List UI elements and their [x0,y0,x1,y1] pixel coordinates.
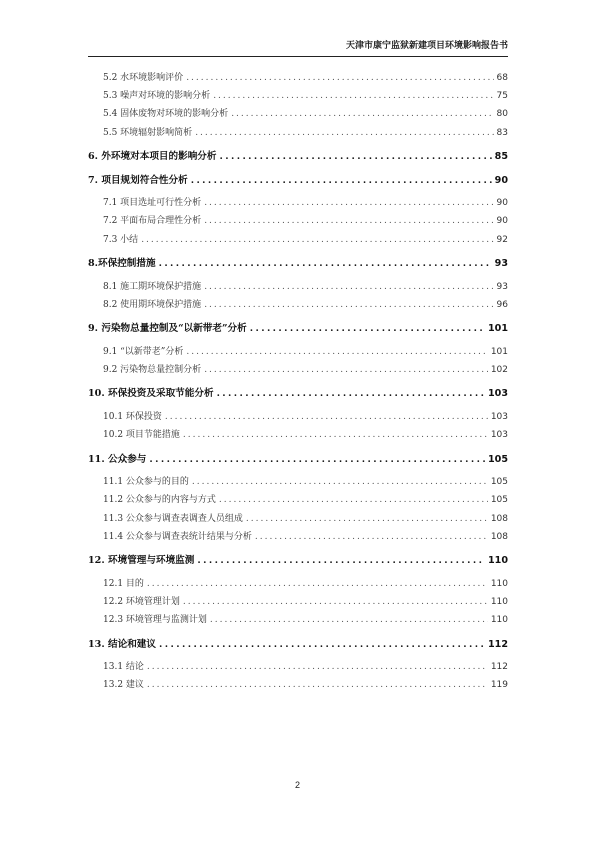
toc-dot-leader [217,388,485,399]
toc-dot-leader [183,597,488,607]
toc-entry-title: 11.4 公众参与调查表统计结果与分析 [103,531,252,542]
toc-entry-title: 12.3 环境管理与监测计划 [103,615,207,626]
toc-page-number: 101 [487,323,508,335]
toc-entry-title: 13. 结论和建议 [88,638,156,650]
toc-section-entry[interactable] [103,529,508,542]
toc-chapter-entry[interactable] [88,172,508,186]
toc-dot-leader [204,300,493,310]
toc-section-entry[interactable] [103,612,508,625]
toc-page-number: 112 [490,662,508,673]
toc-dot-leader [219,151,491,162]
toc-dot-leader [159,639,485,650]
toc-dot-leader [219,495,488,505]
toc-dot-leader [204,198,493,208]
toc-chapter-entry[interactable] [88,552,508,566]
toc-entry-title: 6. 外环境对本项目的影响分析 [88,151,217,163]
toc-page-number: 108 [490,513,508,524]
toc-section-entry[interactable] [103,677,508,690]
toc-page-number: 108 [490,531,508,542]
toc-dot-leader [255,532,488,542]
toc-dot-leader [192,477,488,487]
toc-chapter-entry[interactable] [88,385,508,399]
toc-entry-title: 7.2 平面布局合理性分析 [103,216,202,227]
toc-section-entry[interactable] [103,576,508,589]
toc-dot-leader [141,235,493,245]
toc-dot-leader [165,412,488,422]
toc-dot-leader [204,282,493,292]
toc-entry-title: 5.5 环境辐射影响简析 [103,127,193,138]
toc-page-number: 80 [496,109,508,120]
toc-section-entry[interactable] [103,511,508,524]
toc-section-entry[interactable] [103,213,508,226]
toc-dot-leader [186,73,493,83]
toc-chapter-entry[interactable] [88,320,508,334]
toc-page-number: 105 [487,453,508,465]
toc-entry-title: 7. 项目规划符合性分析 [88,174,188,186]
toc-dot-leader [197,555,485,566]
toc-dot-leader [204,365,488,375]
toc-entry-title: 5.2 水环境影响评价 [103,73,184,83]
toc-dot-leader [147,662,488,672]
header-rule [88,56,508,57]
toc-dot-leader [210,615,488,625]
toc-page-number: 75 [496,91,508,102]
toc-entry-title: 7.3 小结 [103,234,139,245]
toc-dot-leader [147,579,488,589]
toc-entry-title: 12.1 目的 [103,578,144,589]
toc-page-number: 93 [496,281,508,292]
toc-entry-title: 11.1 公众参与的目的 [103,477,189,488]
toc-dot-leader [213,91,493,101]
toc-chapter-entry[interactable] [88,636,508,650]
toc-page-number: 90 [494,174,508,186]
toc-dot-leader [149,454,485,465]
toc-section-entry[interactable] [103,297,508,310]
running-header: 天津市康宁监狱新建项目环境影响报告书 [345,41,508,51]
toc-page-number: 105 [490,477,508,488]
toc-page-number: 68 [496,73,508,83]
toc-page-number: 110 [490,596,508,607]
toc-dot-leader [183,430,488,440]
toc-entry-title: 12.2 环境管理计划 [103,596,180,607]
toc-page-number: 105 [490,495,508,506]
toc-page-number: 85 [494,151,508,163]
toc-entry-title: 8.环保控制措施 [88,258,156,269]
toc-entry-title: 5.3 噪声对环境的影响分析 [103,91,211,102]
toc-dot-leader [195,128,493,138]
toc-entry-title: 8.1 施工期环境保护措施 [103,281,202,292]
toc-entry-title: 13.2 建议 [103,680,144,691]
toc-section-entry[interactable] [103,106,508,119]
toc-page-number: 92 [496,234,508,245]
toc-page-number: 83 [496,127,508,138]
toc-chapter-entry[interactable] [88,451,508,465]
toc-chapter-entry[interactable] [88,148,508,162]
toc-page-number: 102 [490,364,508,375]
toc-dot-leader [159,258,492,269]
toc-dot-leader [186,347,487,357]
toc-section-entry[interactable] [103,659,508,672]
toc-section-entry[interactable] [103,279,508,292]
toc-page-number: 103 [487,388,508,400]
toc-page-number: 90 [496,216,508,227]
toc-entry-title: 9.2 污染物总量控制分析 [103,364,202,375]
toc-entry-title: 9.1 “以新带老”分析 [103,346,184,357]
toc-dot-leader [246,514,488,524]
toc-page-number: 101 [490,346,508,357]
toc-section-entry[interactable] [103,474,508,487]
toc-entry-title: 5.4 固体废物对环境的影响分析 [103,109,229,120]
toc-section-entry[interactable] [103,362,508,375]
toc-section-entry[interactable] [103,594,508,607]
toc-entry-title: 10. 环保投资及采取节能分析 [88,388,214,400]
toc-dot-leader [231,109,493,119]
toc-page-number: 110 [490,578,508,589]
toc-dot-leader [250,323,485,334]
toc-section-entry[interactable] [103,70,508,83]
toc-entry-title: 11.3 公众参与调查表调查人员组成 [103,513,243,524]
toc-section-entry[interactable] [103,232,508,245]
toc-section-entry[interactable] [103,125,508,138]
toc-dot-leader [191,175,492,186]
toc-entry-title: 11.2 公众参与的内容与方式 [103,495,216,506]
toc-section-entry[interactable] [103,195,508,208]
toc-page-number: 93 [494,258,508,269]
toc-entry-title: 8.2 使用期环境保护措施 [103,299,202,310]
toc-section-entry[interactable] [103,344,508,357]
toc-page-number: 112 [487,638,508,650]
toc-page-number: 103 [490,430,508,441]
toc-section-entry[interactable] [103,492,508,505]
toc-section-entry[interactable] [103,88,508,101]
toc-entry-title: 10.2 项目节能措施 [103,430,180,441]
toc-entry-title: 9. 污染物总量控制及“以新带老”分析 [88,323,247,335]
toc-section-entry[interactable] [103,409,508,422]
page-number: 2 [294,780,300,790]
toc-page-number: 90 [496,198,508,209]
toc-page-number: 103 [490,411,508,422]
toc-dot-leader [147,680,488,690]
toc-entry-title: 13.1 结论 [103,662,144,673]
toc-entry-title: 12. 环境管理与环境监测 [88,555,195,567]
toc-page-number: 119 [490,680,508,691]
toc-entry-title: 7.1 项目选址可行性分析 [103,198,202,209]
toc-section-entry[interactable] [103,427,508,440]
toc-page-number: 110 [487,555,508,567]
toc-page-number: 96 [496,299,508,310]
toc-chapter-entry[interactable] [88,255,508,269]
toc-entry-title: 11. 公众参与 [88,453,147,465]
toc-entry-title: 10.1 环保投资 [103,411,162,422]
toc-page-number: 110 [490,615,508,626]
toc-dot-leader [204,216,493,226]
